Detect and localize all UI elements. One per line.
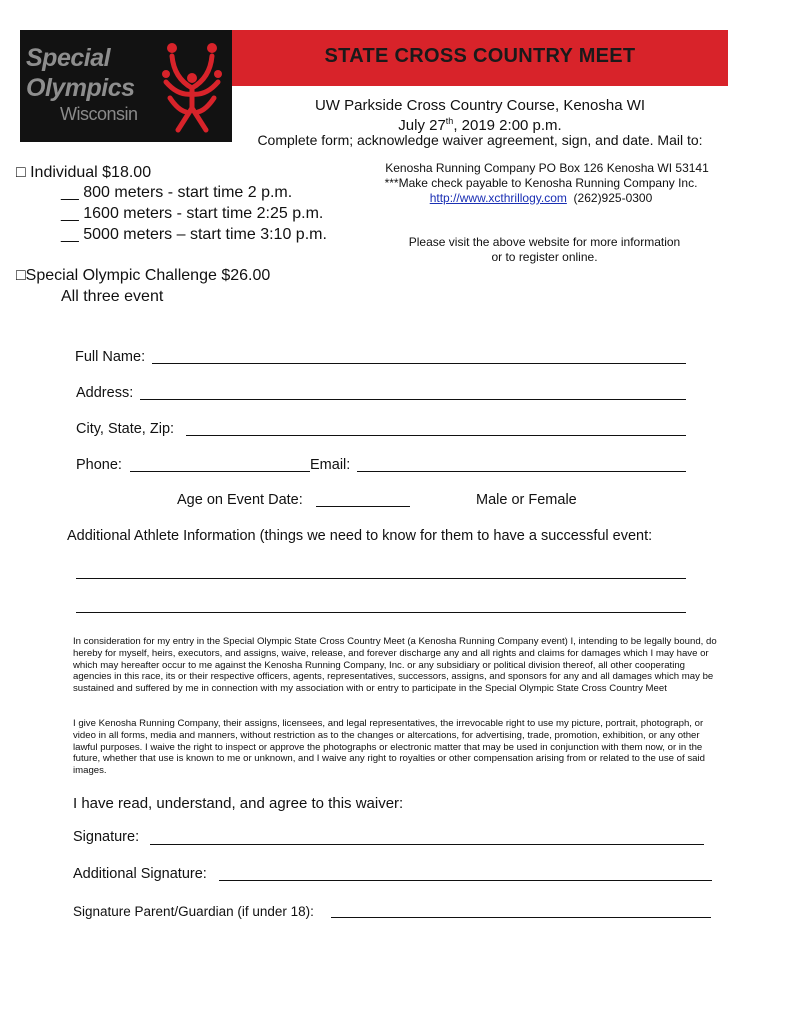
logo-word-wisconsin: Wisconsin <box>60 104 138 124</box>
address-label: Address: <box>76 385 134 401</box>
visit-line-1: Please visit the above website for more information <box>408 235 681 249</box>
city-state-zip-field[interactable] <box>186 435 686 436</box>
email-label: Email: <box>310 457 351 473</box>
additional-info-line-2[interactable] <box>76 612 686 613</box>
parent-signature-label: Signature Parent/Guardian (if under 18): <box>73 904 314 919</box>
event-5000m[interactable]: __ 5000 meters – start time 3:10 p.m. <box>61 226 327 243</box>
age-label: Age on Event Date: <box>177 492 303 508</box>
meet-date: July 27th, 2019 2:00 p.m. <box>398 116 562 134</box>
additional-signature-field[interactable] <box>219 880 712 881</box>
city-state-zip-label: City, State, Zip: <box>76 421 175 437</box>
special-olympics-emblem-icon <box>158 38 226 134</box>
signature-field[interactable] <box>150 844 704 845</box>
email-field[interactable] <box>357 471 686 472</box>
signature-label: Signature: <box>73 829 140 845</box>
waiver-paragraph-2: I give Kenosha Running Company, their assigns, licensees, and legal representatives, the irrevocable right to use my picture, portrait, photograph, or video in all forms, media and manners, without restriction as to the changes or altercations, for advertising, trade, promotion, exhibition, or any other lawful purposes. I waive the right to inspect or approve the photographs or electronic matter that may be used in conjunction with them now, or in the future, whether that use is known to me or unknown, and I waive any right to royalties or other compensation arising from or related to the use of said images. <box>73 718 705 777</box>
event-1600m[interactable]: __ 1600 meters - start time 2:25 p.m. <box>61 205 324 222</box>
challenge-subtitle: All three event <box>61 288 164 305</box>
age-field[interactable] <box>316 506 410 507</box>
full-name-field[interactable] <box>152 363 686 364</box>
visit-line-2: or to register online. <box>491 250 598 264</box>
event-800m[interactable]: __ 800 meters - start time 2 p.m. <box>61 184 293 201</box>
waiver-agreement: I have read, understand, and agree to this waiver: <box>73 795 404 812</box>
individual-option[interactable]: □ Individual $18.00 <box>16 164 152 181</box>
phone-field[interactable] <box>130 471 310 472</box>
title-banner <box>232 30 728 86</box>
additional-signature-label: Additional Signature: <box>73 866 207 882</box>
mail-address: Kenosha Running Company PO Box 126 Kenosha WI 53141 <box>385 161 709 175</box>
logo-word-special: Special <box>26 44 111 72</box>
additional-info-label: Additional Athlete Information (things we need to know for them to have a successful event: <box>67 528 653 544</box>
address-field[interactable] <box>140 399 686 400</box>
contact-phone: (262)925-0300 <box>573 191 653 205</box>
phone-label: Phone: <box>76 457 122 473</box>
waiver-paragraph-1: In consideration for my entry in the Special Olympic State Cross Country Meet (a Kenosha Running Company event) I, intending to be legally bound, do hereby for myself, heirs, executors, and assigns, waive, release, and forever discharge any and all rights and claims for damages which I may have or which may hereafter occur to me against the Kenosha Running Company, Inc. or any subsidiary or political division thereof, all other cooperating agencies in this race, its or their respective officers, agents, representatives, successors, assigns, and sponsors for any and all damages which may be sustained and suffered by me in connection with my association with or entry to participate in the Special Olympic State Cross Country Meet <box>73 636 717 695</box>
challenge-option[interactable]: □Special Olympic Challenge $26.00 <box>16 267 271 284</box>
additional-info-line-1[interactable] <box>76 578 686 579</box>
website-link[interactable]: http://www.xcthrillogy.com <box>429 191 567 205</box>
special-olympics-logo <box>20 30 232 142</box>
full-name-label: Full Name: <box>75 349 146 365</box>
contact-line <box>352 191 730 205</box>
parent-signature-field[interactable] <box>331 917 711 918</box>
meet-location: UW Parkside Cross Country Course, Kenosha WI <box>314 97 646 114</box>
check-note: ***Make check payable to Kenosha Running Company Inc. <box>384 176 698 190</box>
logo-word-olympics: Olympics <box>26 74 135 102</box>
meet-title: STATE CROSS COUNTRY MEET <box>324 45 636 67</box>
gender-label[interactable]: Male or Female <box>476 492 577 508</box>
form-instructions: Complete form; acknowledge waiver agreement, sign, and date. Mail to: <box>257 132 703 148</box>
